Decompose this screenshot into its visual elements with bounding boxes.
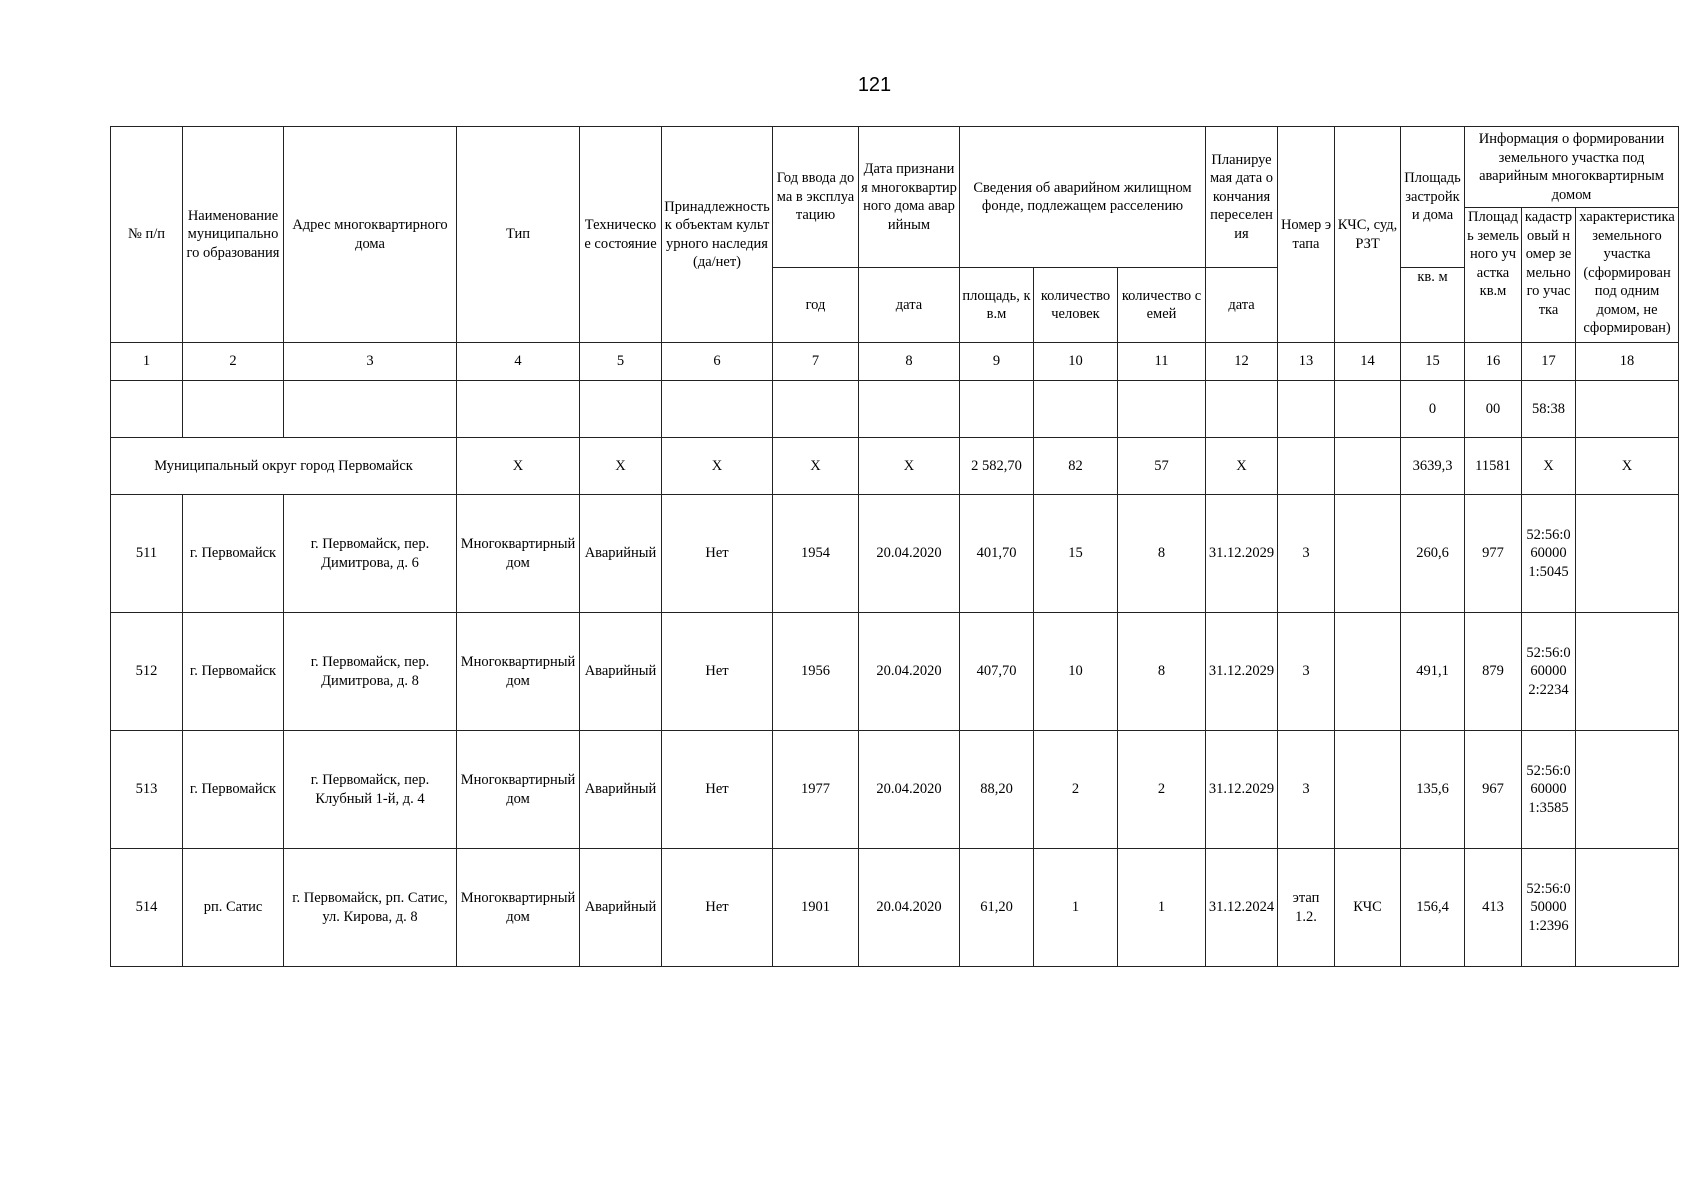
total-state: X: [580, 438, 662, 495]
row-stage: 3: [1278, 495, 1335, 613]
row-land-char: [1576, 731, 1679, 849]
row-families: 2: [1118, 731, 1206, 849]
row-address: г. Первомайск, пер. Димитрова, д. 6: [284, 495, 457, 613]
row-address: г. Первомайск, рп. Сатис, ул. Кирова, д. 8: [284, 849, 457, 967]
row-families: 1: [1118, 849, 1206, 967]
total-people: 82: [1034, 438, 1118, 495]
column-number: 14: [1335, 343, 1401, 381]
total-type: X: [457, 438, 580, 495]
row-cadastral: 52:56:050000 1:2396: [1522, 849, 1576, 967]
row-kchs: [1335, 495, 1401, 613]
header-build-area: Площадь застройки дома: [1401, 127, 1465, 268]
column-number: 15: [1401, 343, 1465, 381]
row-stage: 3: [1278, 731, 1335, 849]
row-mo: рп. Сатис: [183, 849, 284, 967]
header-land-area-label: Площадь земельного участка: [1467, 209, 1519, 281]
empty-cell: [1278, 438, 1335, 495]
row-year: 1954: [773, 495, 859, 613]
total-cadastral: X: [1522, 438, 1576, 495]
row-type: Многоквартирный дом: [457, 613, 580, 731]
row-area: 401,70: [960, 495, 1034, 613]
row-date: 20.04.2020: [859, 849, 960, 967]
header-unit-people: количество человек: [1034, 268, 1118, 343]
fragment-row: [111, 381, 1679, 438]
row-kchs: [1335, 613, 1401, 731]
row-date: 20.04.2020: [859, 495, 960, 613]
row-people: 10: [1034, 613, 1118, 731]
row-build-area: 260,6: [1401, 495, 1465, 613]
column-number-row: [111, 343, 1679, 381]
empty-cell: [183, 381, 284, 438]
row-heritage: Нет: [662, 613, 773, 731]
total-land-char: X: [1576, 438, 1679, 495]
table-header: [111, 127, 1679, 343]
column-number: 6: [662, 343, 773, 381]
row-land-area: 879: [1465, 613, 1522, 731]
row-state: Аварийный: [580, 731, 662, 849]
row-mo: г. Первомайск: [183, 495, 284, 613]
row-land-char: [1576, 495, 1679, 613]
row-end-date: 31.12.2029: [1206, 731, 1278, 849]
fragment-land-area: 00: [1465, 381, 1522, 438]
column-number: 18: [1576, 343, 1679, 381]
header-fund: Сведения об аварийном жилищном фонде, подлежащем расселению: [960, 127, 1206, 268]
empty-cell: [1034, 381, 1118, 438]
column-number: 8: [859, 343, 960, 381]
table-body: [111, 343, 1679, 967]
header-date: Дата признания многоквартирного дома аварийным: [859, 127, 960, 268]
row-build-area: 156,4: [1401, 849, 1465, 967]
total-date: X: [859, 438, 960, 495]
column-number: 10: [1034, 343, 1118, 381]
total-end-date: X: [1206, 438, 1278, 495]
fragment-cadastral: 58:38: [1522, 381, 1576, 438]
column-number: 9: [960, 343, 1034, 381]
empty-cell: [1335, 438, 1401, 495]
total-families: 57: [1118, 438, 1206, 495]
table-row: [111, 731, 1679, 849]
header-kchs: КЧС, суд, РЗТ: [1335, 127, 1401, 343]
row-end-date: 31.12.2029: [1206, 613, 1278, 731]
row-build-area: 491,1: [1401, 613, 1465, 731]
header-unit-date: дата: [859, 268, 960, 343]
total-land-area: 11581: [1465, 438, 1522, 495]
empty-cell: [1278, 381, 1335, 438]
row-type: Многоквартирный дом: [457, 731, 580, 849]
row-num: 514: [111, 849, 183, 967]
row-num: 513: [111, 731, 183, 849]
empty-cell: [1118, 381, 1206, 438]
row-year: 1901: [773, 849, 859, 967]
row-land-area: 413: [1465, 849, 1522, 967]
header-num: № п/п: [111, 127, 183, 343]
row-families: 8: [1118, 495, 1206, 613]
row-people: 1: [1034, 849, 1118, 967]
row-kchs: КЧС: [1335, 849, 1401, 967]
row-families: 8: [1118, 613, 1206, 731]
row-end-date: 31.12.2029: [1206, 495, 1278, 613]
row-date: 20.04.2020: [859, 613, 960, 731]
header-state: Техническое состояние: [580, 127, 662, 343]
table-row: [111, 849, 1679, 967]
row-heritage: Нет: [662, 495, 773, 613]
column-number: 17: [1522, 343, 1576, 381]
row-address: г. Первомайск, пер. Димитрова, д. 8: [284, 613, 457, 731]
total-year: X: [773, 438, 859, 495]
row-cadastral: 52:56:060000 1:3585: [1522, 731, 1576, 849]
column-number: 7: [773, 343, 859, 381]
row-land-area: 977: [1465, 495, 1522, 613]
row-stage: 3: [1278, 613, 1335, 731]
header-land-area-unit: кв.м: [1479, 283, 1507, 299]
row-num: 511: [111, 495, 183, 613]
header-unit-area: площадь, кв.м: [960, 268, 1034, 343]
empty-cell: [1206, 381, 1278, 438]
header-type: Тип: [457, 127, 580, 343]
header-mo: Наименование муниципального образования: [183, 127, 284, 343]
row-area: 88,20: [960, 731, 1034, 849]
header-unit-year: год: [773, 268, 859, 343]
total-row: [111, 438, 1679, 495]
column-number: 12: [1206, 343, 1278, 381]
row-end-date: 31.12.2024: [1206, 849, 1278, 967]
row-people: 2: [1034, 731, 1118, 849]
row-mo: г. Первомайск: [183, 731, 284, 849]
header-year: Год ввода дома в эксплуатацию: [773, 127, 859, 268]
empty-cell: [662, 381, 773, 438]
row-type: Многоквартирный дом: [457, 495, 580, 613]
empty-cell: [1576, 381, 1679, 438]
header-stage: Номер этапа: [1278, 127, 1335, 343]
column-number: 1: [111, 343, 183, 381]
header-unit-build-area: кв. м: [1401, 268, 1465, 343]
empty-cell: [111, 381, 183, 438]
row-area: 61,20: [960, 849, 1034, 967]
header-land-area: [1465, 208, 1522, 343]
column-number: 13: [1278, 343, 1335, 381]
header-heritage: Принадлежность к объектам культурного наследия (да/нет): [662, 127, 773, 343]
table-row: [111, 495, 1679, 613]
header-end-date: Планируемая дата окончания переселения: [1206, 127, 1278, 268]
row-land-char: [1576, 613, 1679, 731]
header-land-info: Информация о формировании земельного участка под аварийным многоквартирным домом: [1465, 127, 1679, 208]
empty-cell: [580, 381, 662, 438]
table-row: [111, 613, 1679, 731]
page-number: 121: [857, 74, 892, 96]
empty-cell: [1335, 381, 1401, 438]
column-number: 16: [1465, 343, 1522, 381]
empty-cell: [773, 381, 859, 438]
column-number: 5: [580, 343, 662, 381]
row-kchs: [1335, 731, 1401, 849]
row-cadastral: 52:56:060000 1:5045: [1522, 495, 1576, 613]
row-state: Аварийный: [580, 849, 662, 967]
header-unit-families: количество семей: [1118, 268, 1206, 343]
column-number: 2: [183, 343, 284, 381]
row-stage: этап 1.2.: [1278, 849, 1335, 967]
row-year: 1956: [773, 613, 859, 731]
row-num: 512: [111, 613, 183, 731]
row-mo: г. Первомайск: [183, 613, 284, 731]
header-land-char: характеристика земельного участка (сформирован под одним домом, не сформирован): [1576, 208, 1679, 343]
empty-cell: [960, 381, 1034, 438]
row-state: Аварийный: [580, 495, 662, 613]
total-heritage: X: [662, 438, 773, 495]
header-cadastral: кадастровый номер земельного участка: [1522, 208, 1576, 343]
emergency-housing-table: [110, 126, 1679, 967]
row-build-area: 135,6: [1401, 731, 1465, 849]
empty-cell: [859, 381, 960, 438]
empty-cell: [284, 381, 457, 438]
row-state: Аварийный: [580, 613, 662, 731]
row-heritage: Нет: [662, 849, 773, 967]
row-year: 1977: [773, 731, 859, 849]
column-number: 11: [1118, 343, 1206, 381]
row-date: 20.04.2020: [859, 731, 960, 849]
fragment-build-area: 0: [1401, 381, 1465, 438]
row-cadastral: 52:56:060000 2:2234: [1522, 613, 1576, 731]
row-land-char: [1576, 849, 1679, 967]
row-land-area: 967: [1465, 731, 1522, 849]
empty-cell: [457, 381, 580, 438]
row-address: г. Первомайск, пер. Клубный 1-й, д. 4: [284, 731, 457, 849]
header-unit-end-date: дата: [1206, 268, 1278, 343]
total-build-area: 3639,3: [1401, 438, 1465, 495]
row-heritage: Нет: [662, 731, 773, 849]
row-area: 407,70: [960, 613, 1034, 731]
total-name: Муниципальный округ город Первомайск: [111, 438, 457, 495]
column-number: 4: [457, 343, 580, 381]
header-address: Адрес многоквартирного дома: [284, 127, 457, 343]
row-people: 15: [1034, 495, 1118, 613]
column-number: 3: [284, 343, 457, 381]
total-area: 2 582,70: [960, 438, 1034, 495]
row-type: Многоквартирный дом: [457, 849, 580, 967]
